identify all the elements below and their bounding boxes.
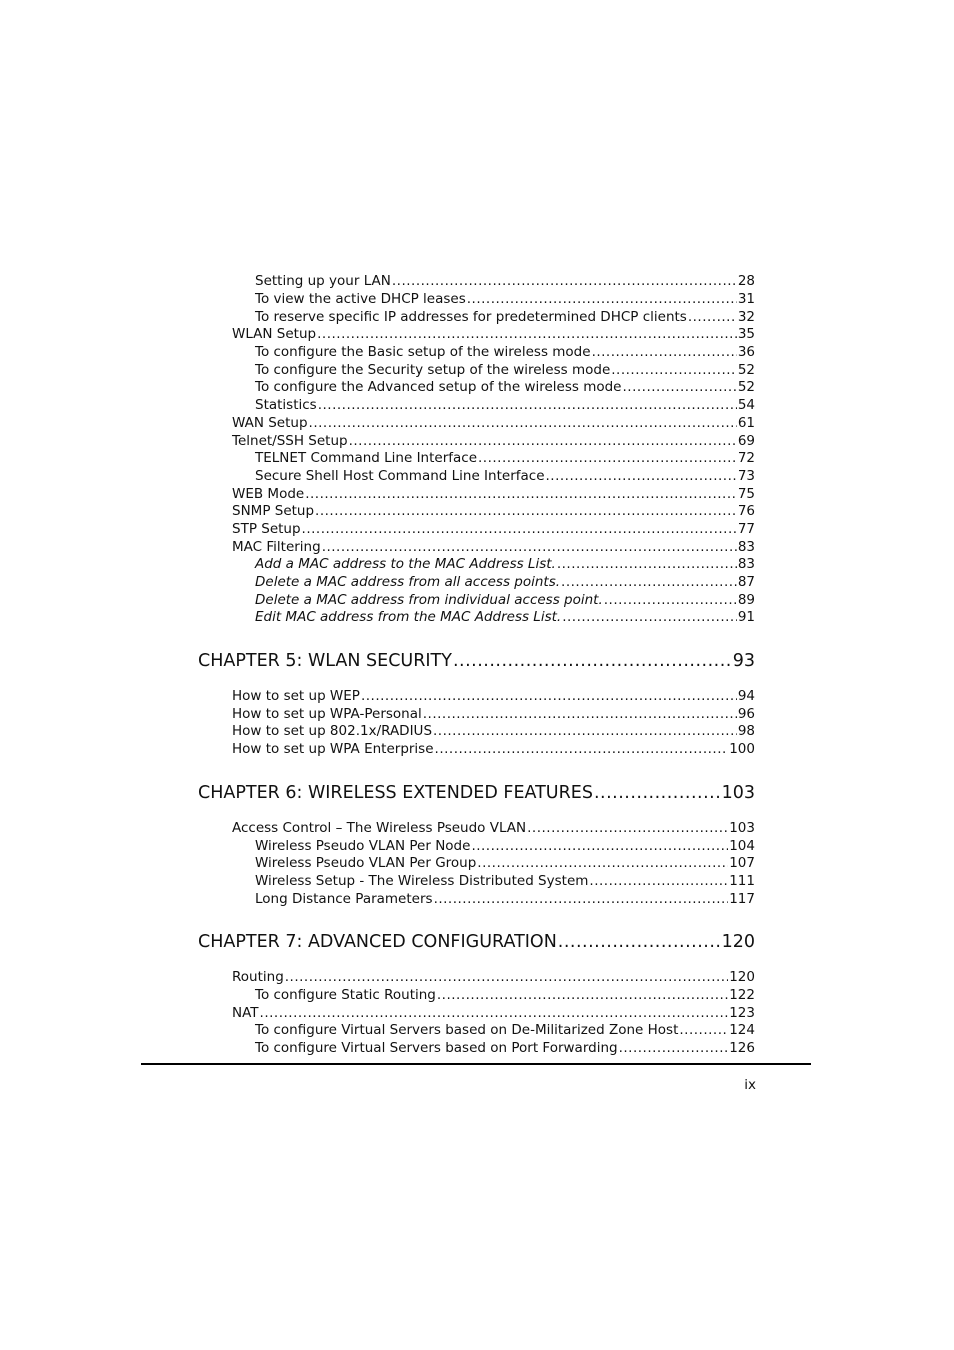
toc-entry: STP Setup ..... 77: [232, 521, 755, 539]
toc-entry: NAT ..... 123: [232, 1005, 755, 1023]
toc-entry: Wireless Pseudo VLAN Per Node ..... 104: [255, 838, 755, 856]
toc-entry: To view the active DHCP leases ..... 31: [255, 291, 755, 309]
toc-entry: Statistics ..... 54: [255, 397, 755, 415]
toc-entry: To configure Virtual Servers based on De-Militarized Zone Host ..... 124: [255, 1022, 755, 1040]
toc-entry: Setting up your LAN ..... 28: [255, 273, 755, 291]
toc-entry: How to set up WEP ..... 94: [232, 688, 755, 706]
toc-entry: TELNET Command Line Interface ..... 72: [255, 450, 755, 468]
toc-entry: To configure Static Routing ..... 122: [255, 987, 755, 1005]
toc-entry: Long Distance Parameters ..... 117: [255, 891, 755, 909]
chapter-heading: CHAPTER 7: ADVANCED CONFIGURATION ..... 120: [198, 932, 755, 956]
toc-entry: Secure Shell Host Command Line Interface ..... 73: [255, 468, 755, 486]
toc-entry: WEB Mode ..... 75: [232, 486, 755, 504]
toc-entry: Delete a MAC address from individual access point. ..... 89: [255, 592, 755, 610]
toc-entry: To reserve specific IP addresses for predetermined DHCP clients ..... 32: [255, 309, 755, 327]
chapter-heading: CHAPTER 5: WLAN SECURITY ..... 93: [198, 651, 755, 675]
footer-rule: [141, 1063, 811, 1065]
toc-entry: SNMP Setup ..... 76: [232, 503, 755, 521]
toc-entry: WAN Setup ..... 61: [232, 415, 755, 433]
toc-entry: To configure the Security setup of the wireless mode ..... 52: [255, 362, 755, 380]
toc-entry: Add a MAC address to the MAC Address List. ..... 83: [255, 556, 755, 574]
toc-entry: To configure the Advanced setup of the wireless mode ..... 52: [255, 379, 755, 397]
toc-entry: How to set up WPA-Personal ..... 96: [232, 706, 755, 724]
toc-entry: Routing ..... 120: [232, 969, 755, 987]
toc-entry: WLAN Setup ..... 35: [232, 326, 755, 344]
toc-entry: To configure Virtual Servers based on Port Forwarding ..... 126: [255, 1040, 755, 1058]
toc-entry: Edit MAC address from the MAC Address List. ..... 91: [255, 609, 755, 627]
toc-entry: Telnet/SSH Setup ..... 69: [232, 433, 755, 451]
toc-entry: MAC Filtering ..... 83: [232, 539, 755, 557]
toc-entry: To configure the Basic setup of the wireless mode ..... 36: [255, 344, 755, 362]
page-number: ix: [744, 1077, 756, 1093]
toc-entry: Wireless Setup - The Wireless Distributed System ..... 111: [255, 873, 755, 891]
toc-entry: How to set up 802.1x/RADIUS ..... 98: [232, 723, 755, 741]
toc-entry: Access Control – The Wireless Pseudo VLAN ..... 103: [232, 820, 755, 838]
toc-entry: Wireless Pseudo VLAN Per Group ..... 107: [255, 855, 755, 873]
toc-entry: Delete a MAC address from all access points. ..... 87: [255, 574, 755, 592]
toc-entry: How to set up WPA Enterprise ..... 100: [232, 741, 755, 759]
chapter-heading: CHAPTER 6: WIRELESS EXTENDED FEATURES ..... 103: [198, 783, 755, 807]
